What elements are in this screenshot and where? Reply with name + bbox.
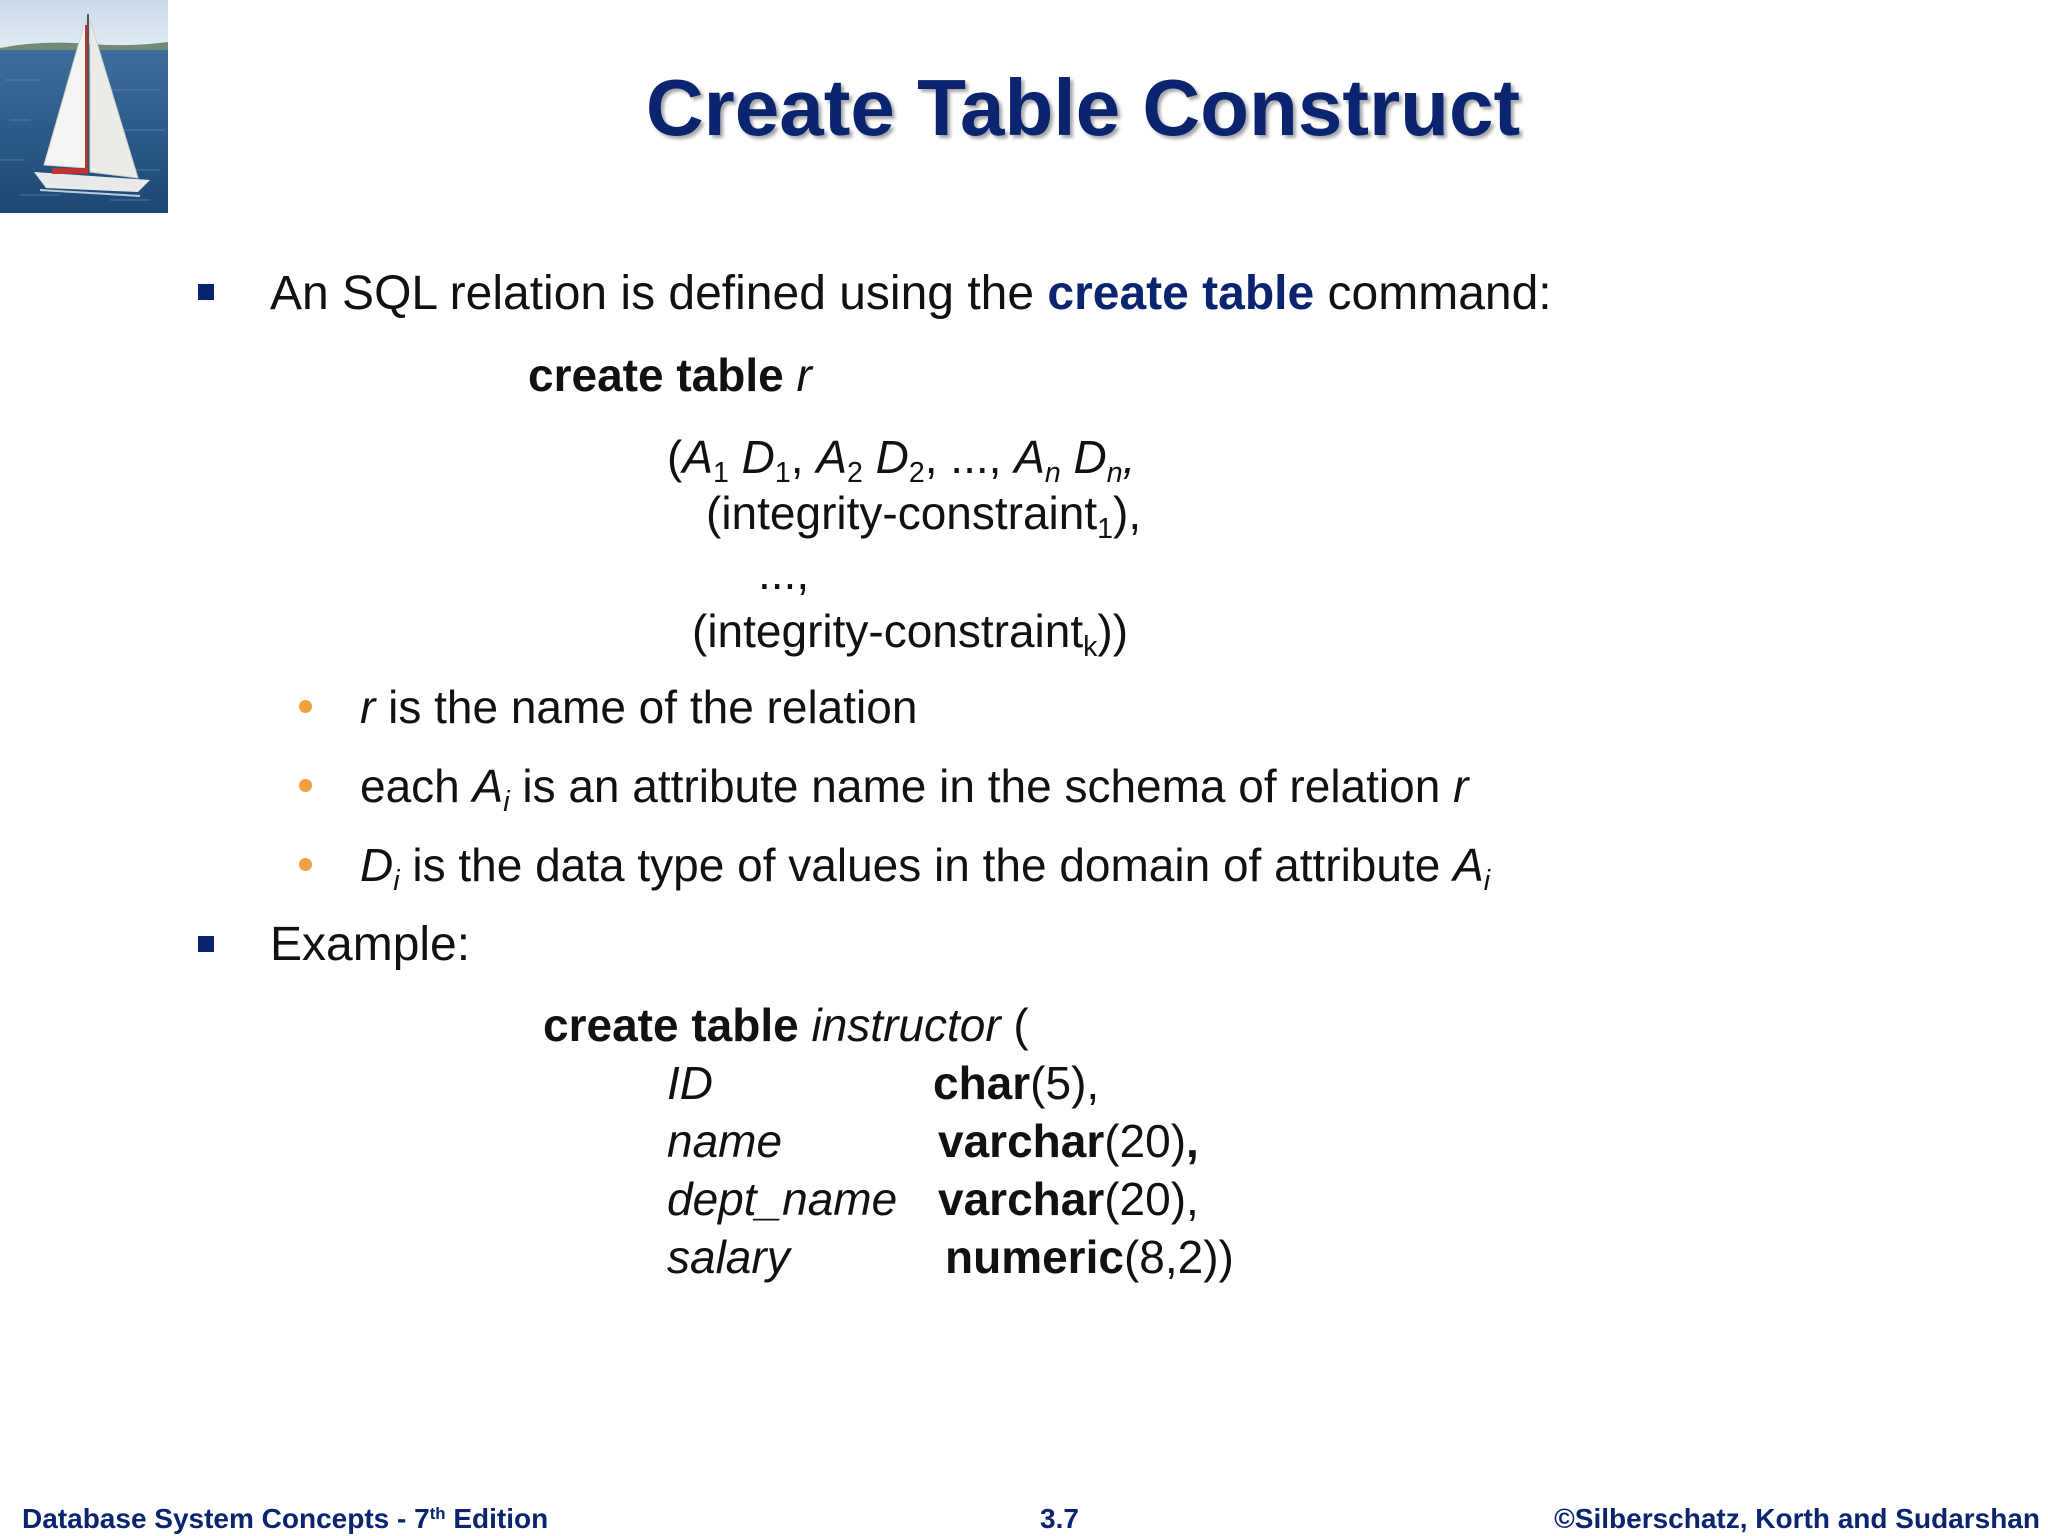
sub: n (1044, 457, 1061, 490)
text: is the data type of values in the domain of attribute (399, 839, 1454, 891)
attr-var: A (1014, 431, 1045, 483)
syntax-line-2 (667, 430, 1136, 490)
footer-page-number: 3.7 (1040, 1503, 1079, 1534)
attr-var: A (682, 431, 714, 483)
footer-left (22, 1503, 548, 1535)
type-args: (20) (1104, 1115, 1187, 1167)
var-a: A (472, 760, 504, 812)
example-type-id (933, 1056, 1099, 1110)
syntax-line-3 (706, 486, 1142, 546)
sub: 1 (774, 457, 791, 490)
type-keyword: varchar (938, 1115, 1105, 1167)
type-keyword: varchar (938, 1173, 1105, 1225)
paren: ( (1000, 999, 1029, 1051)
close: )) (1097, 605, 1129, 657)
example-keyword: create table (543, 999, 799, 1051)
paren: ( (667, 431, 683, 483)
example-type-dept-name (938, 1172, 1199, 1226)
domain-var: D (875, 431, 909, 483)
sub-bullet-text: is the name of the relation (375, 681, 918, 733)
sub: 1 (713, 457, 729, 490)
text: each (360, 760, 473, 812)
square-bullet-icon (198, 284, 214, 300)
sub: n (1106, 457, 1123, 490)
syntax-line-4: ..., (758, 547, 810, 599)
sep: , (988, 431, 1015, 483)
syntax-relation-name: r (796, 349, 812, 401)
type-keyword: numeric (945, 1231, 1124, 1283)
example-attr-name: name (667, 1115, 783, 1167)
sub: 1 (1097, 513, 1113, 546)
page-title: Create Table Construct (645, 63, 1521, 152)
sub: i (393, 865, 400, 898)
ellipsis: ... (950, 431, 989, 483)
var-a: A (1453, 839, 1484, 891)
bullet-text-suffix: command: (1314, 267, 1552, 320)
syntax-line-1 (528, 348, 812, 402)
example-attr-salary: salary (667, 1231, 790, 1283)
constraint-text: (integrity-constraint (706, 487, 1098, 539)
var-r: r (1453, 760, 1469, 812)
type-args: (8,2)) (1123, 1231, 1234, 1283)
sub: 2 (908, 457, 925, 490)
round-bullet-icon (299, 700, 312, 713)
round-bullet-icon (299, 779, 312, 792)
bullet-text-prefix: An SQL relation is defined using the (270, 267, 1048, 320)
sep: , (924, 431, 951, 483)
type-args: (5), (1030, 1057, 1100, 1109)
footer-edition: Edition (445, 1503, 549, 1534)
square-bullet-icon (198, 936, 214, 952)
sub-bullet-1 (360, 680, 917, 734)
round-bullet-icon (299, 858, 312, 871)
example-type-salary (945, 1230, 1234, 1284)
text: is an attribute name in the schema of relation (509, 760, 1454, 812)
sub: k (1083, 631, 1098, 664)
example-table-name: instructor (811, 999, 1001, 1051)
constraint-text: (integrity-constraint (692, 605, 1084, 657)
domain-var: D (1073, 431, 1107, 483)
bullet-create-table (270, 266, 1552, 321)
example-attr-id: ID (667, 1057, 713, 1109)
syntax-line-5 (692, 604, 1129, 664)
bullet-example: Example: (270, 918, 471, 971)
domain-var: D (741, 431, 775, 483)
sub: i (1483, 865, 1491, 898)
comma: , (1186, 1115, 1199, 1167)
var-r: r (360, 681, 376, 733)
footer-sup: th (429, 1503, 446, 1523)
sub: 2 (847, 457, 863, 490)
var-d: D (360, 839, 394, 891)
example-type-name (938, 1114, 1199, 1168)
type-args: (20), (1104, 1173, 1199, 1225)
sub: i (503, 786, 510, 819)
type-keyword: char (933, 1057, 1031, 1109)
keyword-create-table: create table (1047, 267, 1315, 320)
syntax-keyword: create table (528, 349, 784, 401)
attr-var: A (816, 431, 847, 483)
footer-book-title: Database System Concepts - 7 (22, 1503, 430, 1534)
example-attr-dept-name: dept_name (667, 1173, 898, 1225)
sub-bullet-2 (360, 759, 1469, 819)
sub-bullet-3 (360, 838, 1491, 898)
comma: , (1122, 431, 1136, 483)
close: ), (1113, 487, 1142, 539)
example-header (543, 998, 1029, 1052)
sep: , (790, 431, 817, 483)
footer-copyright: ©Silberschatz, Korth and Sudarshan (1554, 1503, 2040, 1534)
